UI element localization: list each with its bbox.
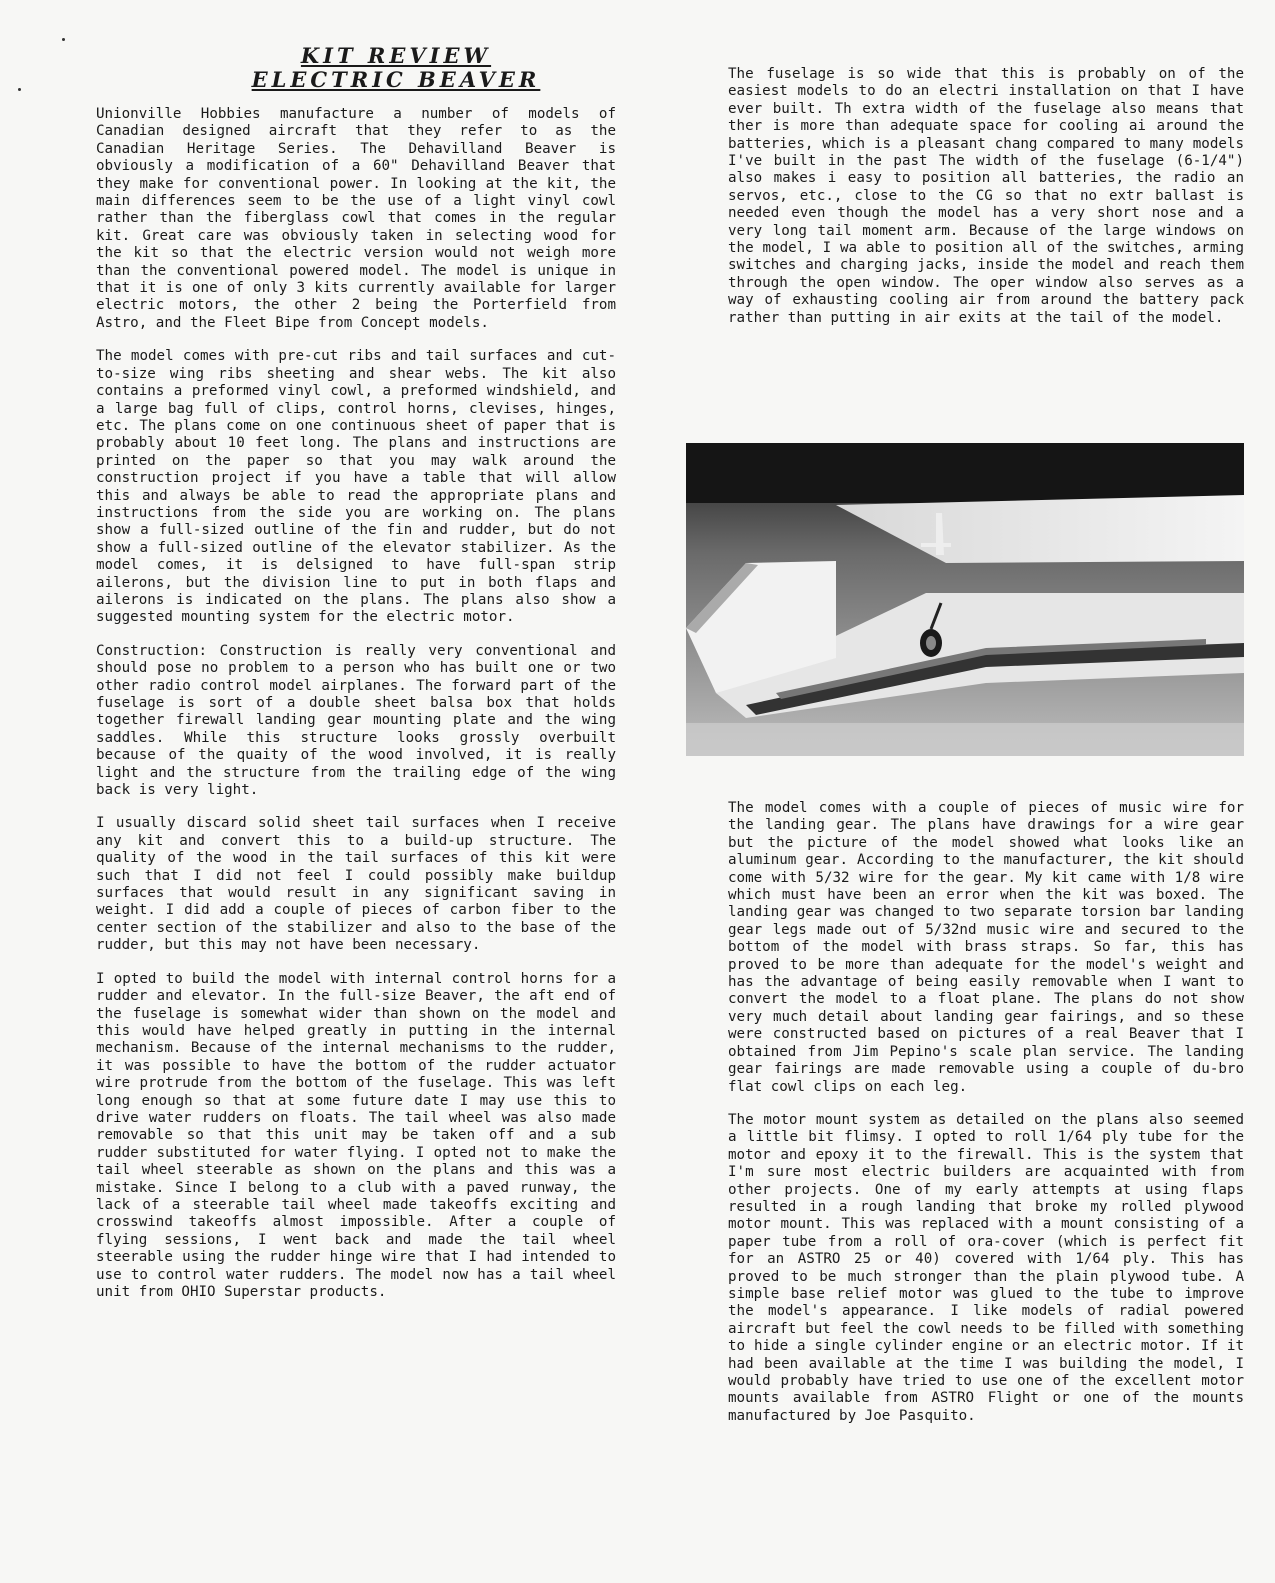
scan-speck — [62, 38, 65, 41]
paragraph: Construction: Construction is really very conventional and should pose no problem to a person who has built one or two other radio control model airplanes. The forward part of the fuselage is sort of a double sheet balsa box that holds together firewall landing gear mounting plate and the wing saddles. While this structure looks grossly overbuilt because of the quaity of the wood involved, it is really light and the structure from the trailing edge of the wing back is very light. — [96, 642, 616, 799]
title-line-2: ELECTRIC BEAVER — [251, 67, 541, 92]
scan-speck — [18, 88, 21, 91]
paragraph: The motor mount system as detailed on the plans also seemed a little bit flimsy. I opted to roll 1/64 ply tube for the motor and epoxy it to the firewall. This is the system that I'm sure most electric builders are acquainted with from other projects. One of my early attempts at using flaps resulted in a rough landing that broke my rolled plywood motor mount. This was replaced with a mount consisting of a paper tube from a roll of ora-cover (which is perfect fit for an ASTRO 25 or 40) covered with 1/64 ply. This has proved to be much stronger than the plain plywood tube. A simple base relief motor was glued to the tube to improve the model's appearance. I like models of radial powered aircraft but feel the cowl needs to be filled with something to hide a single cylinder engine or an electric motor. If it had been available at the time I was building the model, I would probably have tried to use one of the excellent motor mounts available from ASTRO Flight or one of the mounts manufactured by Joe Pasquito. — [728, 1111, 1244, 1424]
right-column-top — [728, 66, 1244, 343]
right-column-bottom — [728, 800, 1244, 1441]
paragraph: I opted to build the model with internal control horns for a rudder and elevator. In the full-size Beaver, the aft end of the fuselage is somewhat wider than shown on the model and this would have helped greatly in putting in the internal mechanism. Because of the internal mechanisms to the rudder, it was possible to have the bottom of the rudder actuator wire protrude from the bottom of the fuselage. This was left long enough so that at some future date I may use this to drive water rudders on floats. The tail wheel was also made removable so that this unit may be taken off and a sub rudder substituted for water flying. I opted not to make the tail wheel steerable as shown on the plans and this was a mistake. Since I belong to a club with a paved runway, the lack of a steerable tail wheel made takeoffs exciting and crosswind takeoffs almost impossible. After a couple of flying sessions, I went back and made the tail wheel steerable using the rudder hinge wire that I had intended to use to control water rudders. The model now has a tail wheel unit from OHIO Superstar products. — [96, 970, 616, 1300]
article-title — [96, 44, 616, 92]
paragraph: The fuselage is so wide that this is probably on of the easiest models to do an electri installation on that I have ever built. Th extra width of the fuselage also means that ther is more than adequate space for cooling ai around the batteries, which is a pleasant chang compared to many models I've built in the past The width of the fuselage (6-1/4") also makes i easy to position all batteries, the radio an servos, etc., close to the CG so that no extr ballast is needed even though the model has a very short nose and a very long tail moment arm. Because of the large windows on the model, I wa able to position all of the switches, arming switches and charging jacks, inside the model and reach them through the open window. The oper window also serves as a way of exhausting cooling air from around the battery pack rather than putting in air exits at the tail of the model. — [728, 66, 1244, 326]
paragraph: Unionville Hobbies manufacture a number of models of Canadian designed aircraft that they refer to as the Canadian Heritage Series. The Dehavilland Beaver is obviously a modification of a 60" Dehavilland Beaver that they make for conventional power. In looking at the kit, the main differences seem to be the use of a light vinyl cowl rather than the fiberglass cowl that comes in the regular kit. Great care was obviously taken in selecting wood for the kit so that the electric version would not weigh more than the conventional powered model. The model is unique in that it is one of only 3 kits currently available for larger electric motors, the other 2 being the Porterfield from Astro, and the Fleet Bipe from Concept models. — [96, 106, 616, 331]
title-line-1: KIT REVIEW — [300, 43, 492, 68]
left-column — [96, 44, 616, 1317]
airplane-photo-illustration — [686, 443, 1244, 756]
paragraph: I usually discard solid sheet tail surfaces when I receive any kit and convert this to a build-up structure. The quality of the wood in the tail surfaces of this kit were such that I did not feel I could possibly make buildup surfaces that would result in any significant saving in weight. I did add a couple of pieces of carbon fiber to the center section of the stabilizer and also to the base of the rudder, but this may not have been necessary. — [96, 815, 616, 954]
airplane-model-photo — [686, 443, 1244, 756]
paragraph: The model comes with pre-cut ribs and tail surfaces and cut-to-size wing ribs sheeting and shear webs. The kit also contains a preformed vinyl cowl, a preformed windshield, and a large bag full of clips, control horns, clevises, hinges, etc. The plans come on one continuous sheet of paper that is probably about 10 feet long. The plans and instructions are printed on the paper so that you may walk around the construction project if you have a table that will allow this and always be able to read the appropriate plans and instructions from the side you are working on. The plans show a full-sized outline of the fin and rudder, but do not show a full-sized outline of the elevator stabilizer. As the model comes, it is delsigned to have full-span strip ailerons, but the division line to put in both flaps and ailerons is indicated on the plans. The plans also show a suggested mounting system for the electric motor. — [96, 348, 616, 626]
paragraph: The model comes with a couple of pieces of music wire for the landing gear. The plans have drawings for a wire gear but the picture of the model showed what looks like an aluminum gear. According to the manufacturer, the kit should come with 5/32 wire for the gear. My kit came with 1/8 wire which must have been an error when the kit was boxed. The landing gear was changed to two separate torsion bar landing gear legs made out of 5/32nd music wire and secured to the bottom of the model with brass straps. So far, this has proved to be more than adequate for the model's weight and has the advantage of being easily removable when I want to convert the model to a float plane. The plans do not show very much detail about landing gear fairings, and so these were constructed based on pictures of a real Beaver that I obtained from Jim Pepino's scale plan service. The landing gear fairings are made removable using a couple of du-bro flat cowl clips on each leg. — [728, 800, 1244, 1095]
